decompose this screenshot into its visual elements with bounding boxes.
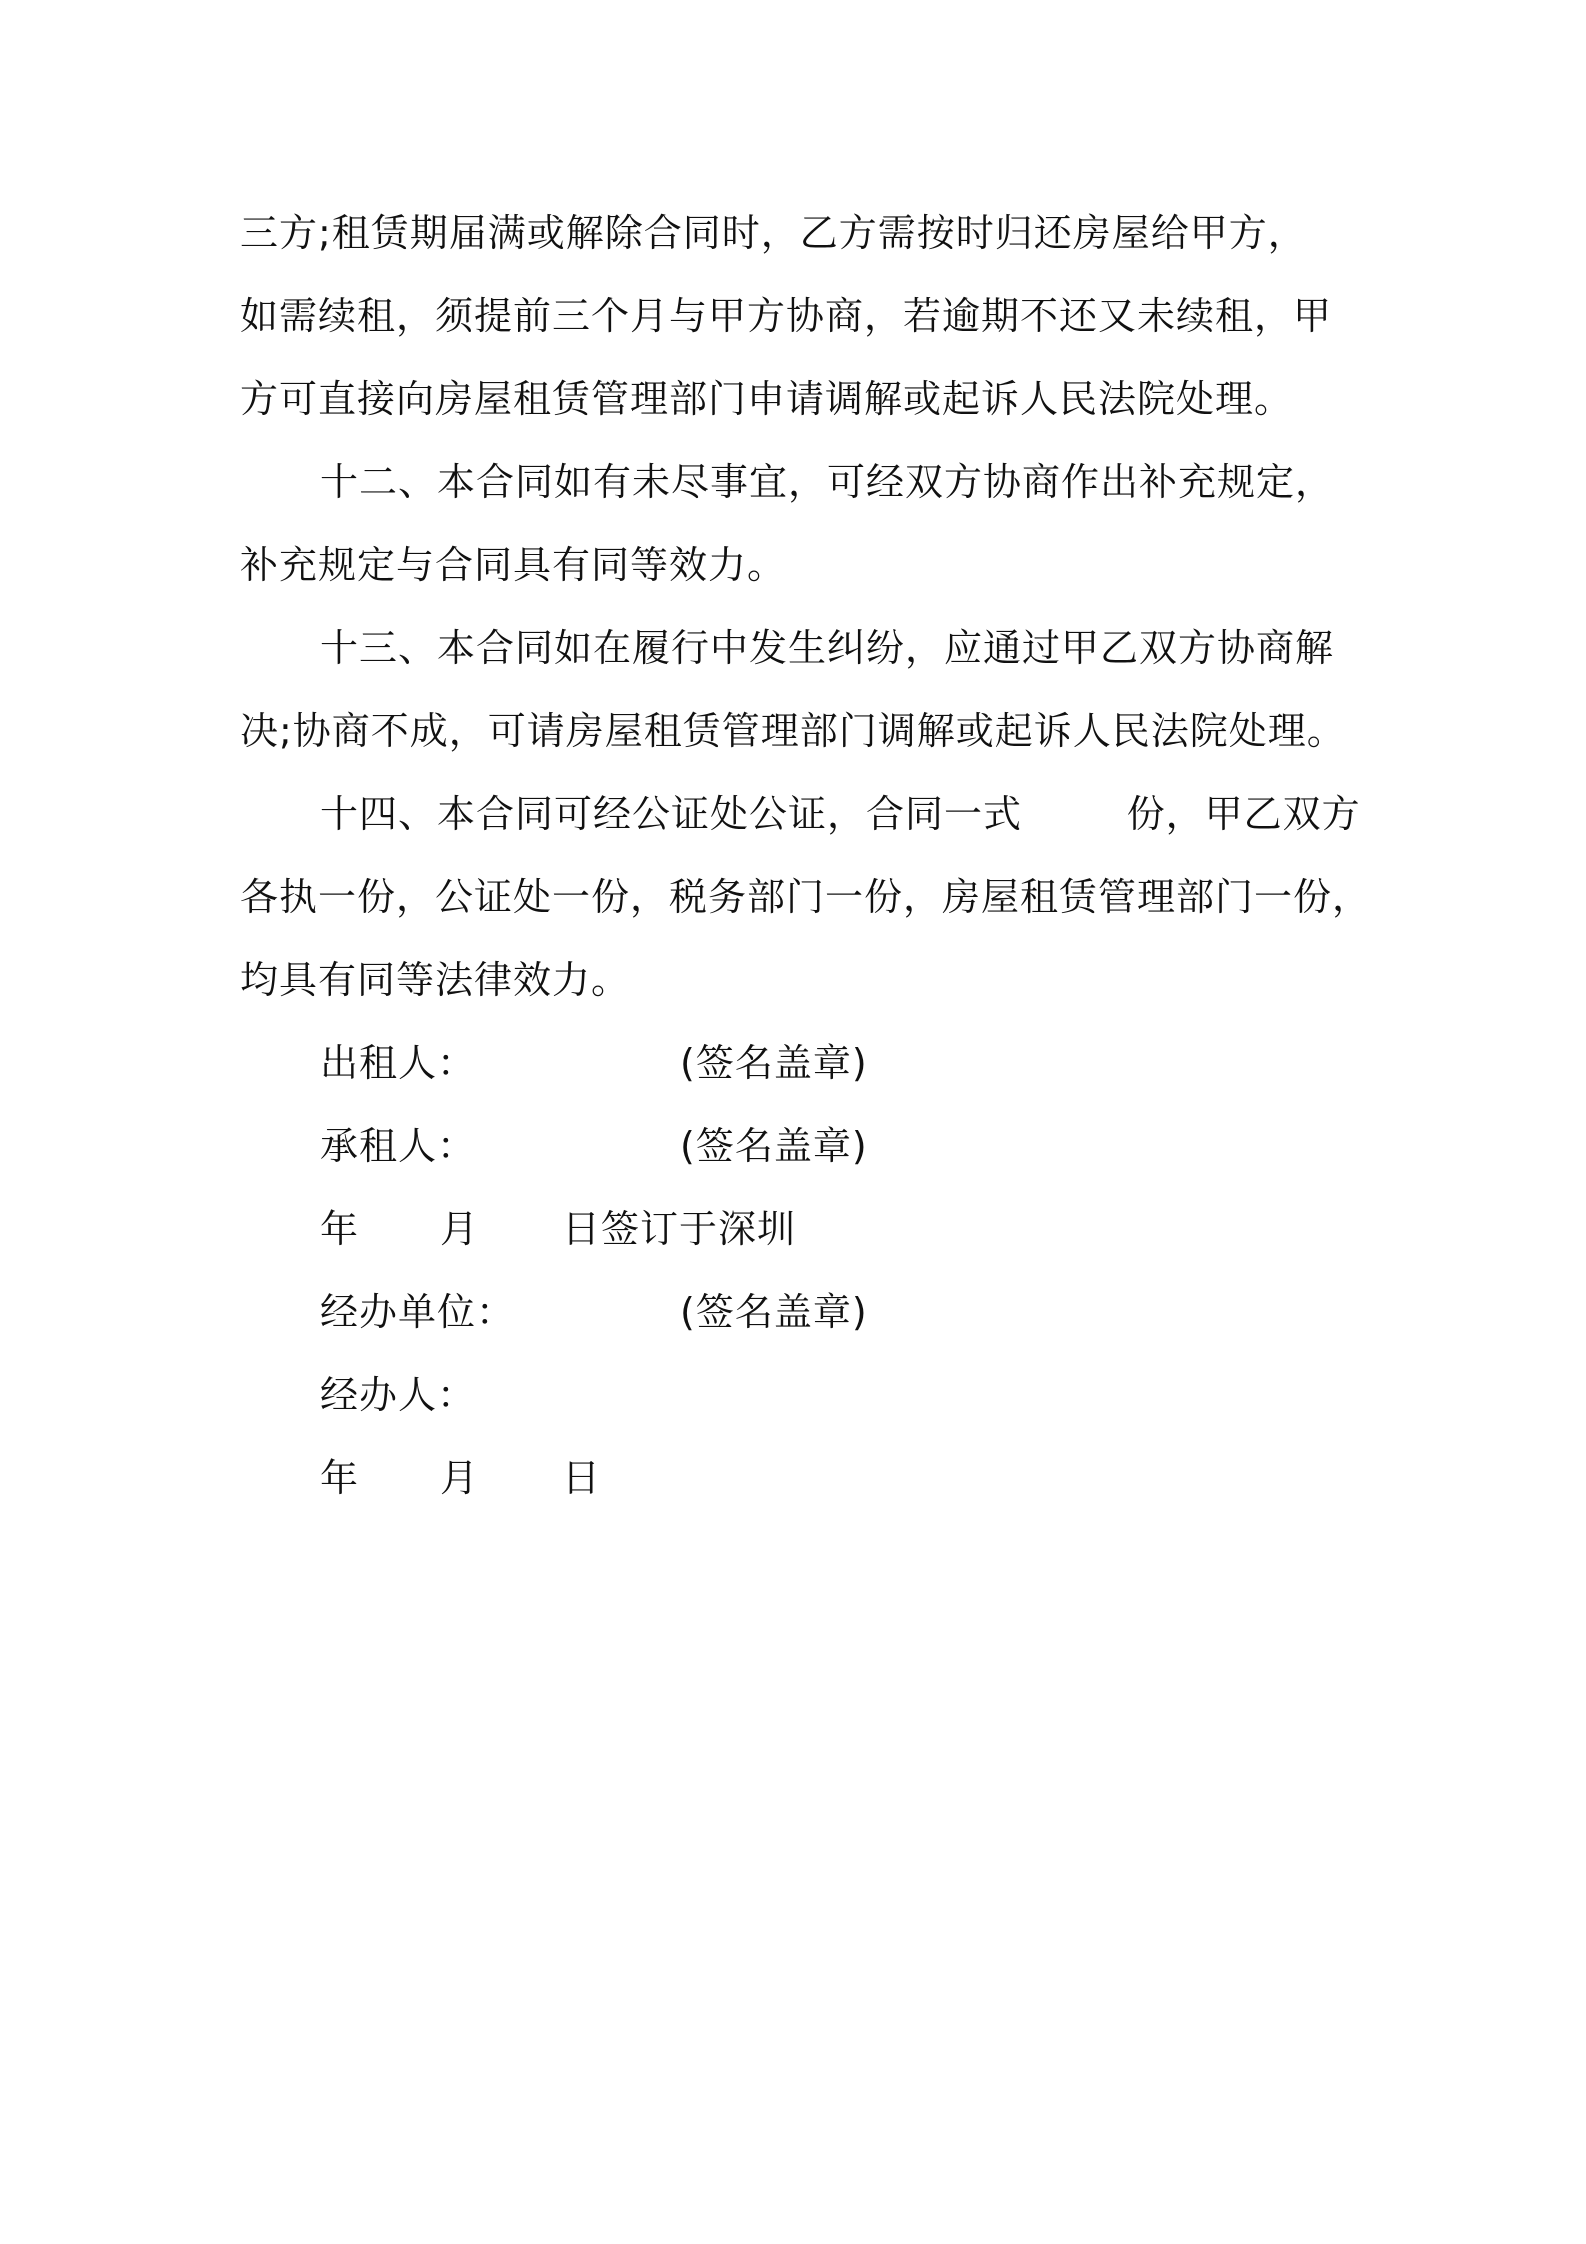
paragraph-continued [240,192,1356,441]
clause-13 [240,607,1356,773]
paragraph-line: 补充规定与合同具有同等效力。 [240,543,787,587]
paragraph-line: 方可直接向房屋租赁管理部门申请调解或起诉人民法院处理。 [240,377,1294,421]
agency-row [240,1271,1356,1354]
date-year: 年 [320,1207,360,1251]
date-year: 年 [320,1456,360,1500]
date-month: 月 [440,1456,480,1500]
clause-12 [240,441,1356,607]
paragraph-line: 十四、本合同可经公证处公证，合同一式 份，甲乙双方 [320,792,1361,836]
date-day: 日 [562,1456,602,1500]
agency-label: 经办单位： [320,1290,516,1334]
date-day-place: 日签订于深圳 [562,1207,797,1251]
paragraph-line: 各执一份，公证处一份，税务部门一份，房屋租赁管理部门一份， [240,875,1372,919]
paragraph-line: 十三、本合同如在履行中发生纠纷，应通过甲乙双方协商解 [320,626,1335,670]
agent-date-row [240,1437,1356,1520]
date-month: 月 [440,1207,480,1251]
lessee-row [240,1105,1356,1188]
signature-block [240,1022,1356,1520]
lessor-label: 出租人： [320,1041,477,1085]
agent-row [240,1354,1356,1437]
lessor-row [240,1022,1356,1105]
clause-14 [240,773,1372,1022]
lessor-signature-field: (签名盖章) [680,1041,868,1085]
agency-signature-field: (签名盖章) [680,1290,868,1334]
agent-label: 经办人： [320,1373,477,1417]
document-body [240,192,1372,1520]
lessee-signature-field: (签名盖章) [680,1124,868,1168]
paragraph-line: 均具有同等法律效力。 [240,958,631,1002]
paragraph-line: 如需续租，须提前三个月与甲方协商，若逾期不还又未续租，甲 [240,294,1333,338]
paragraph-line: 十二、本合同如有未尽事宜，可经双方协商作出补充规定， [320,460,1335,504]
signing-date-row [240,1188,1356,1271]
paragraph-line: 三方;租赁期届满或解除合同时，乙方需按时归还房屋给甲方， [240,211,1307,255]
lessee-label: 承租人： [320,1124,477,1168]
paragraph-line: 决;协商不成，可请房屋租赁管理部门调解或起诉人民法院处理。 [240,709,1346,753]
